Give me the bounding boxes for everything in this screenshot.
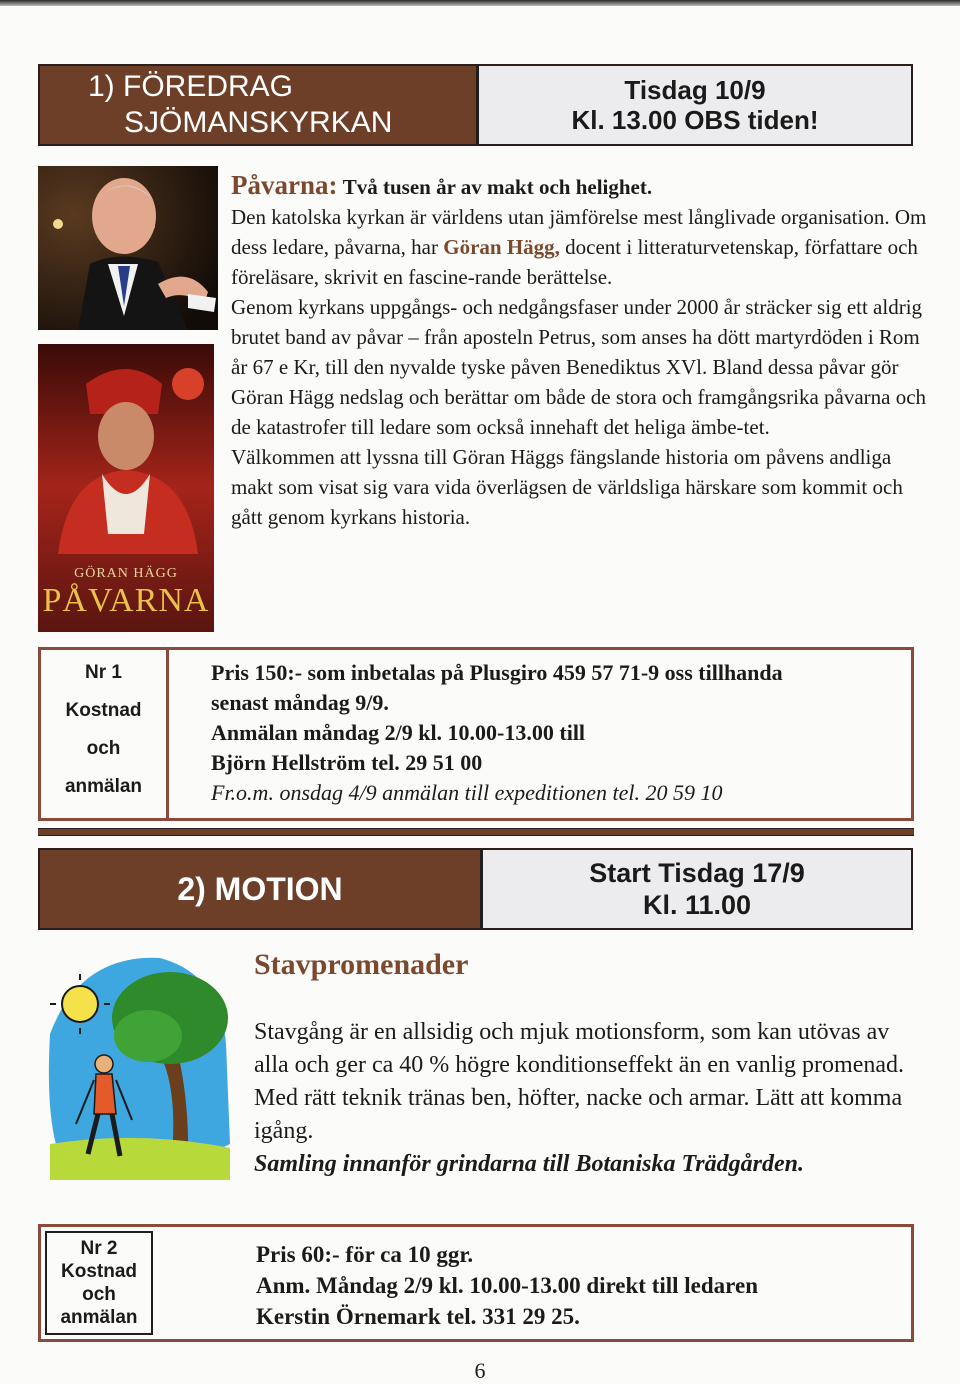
paragraph-1-text-b: docent i litteraturvetenskap, författare och föreläsare, skrivit en fascine-rande berättelse. (231, 235, 918, 289)
label-nr: Nr 1 (85, 662, 122, 683)
section2-text: Stavgång är en allsidig och mjuk motionsform, som kan utövas av alla och ger ca 40 % högre konditionseffekt än en vanlig promenad. Med rätt teknik tränas ben, höfter, nacke och armar. Lätt att komma igång. (254, 1019, 905, 1144)
section1-info-text (211, 658, 901, 808)
article-subtitle: Två tusen år av makt och helighet. (342, 175, 653, 199)
registration-line: Anm. Måndag 2/9 kl. 10.00-13.00 direkt till ledaren (256, 1273, 758, 1298)
section2-date-block (480, 850, 911, 928)
label-nr: Nr 2 (80, 1238, 118, 1259)
book-cover (38, 344, 214, 632)
section2-info-text (256, 1239, 896, 1332)
section1-header (38, 64, 913, 146)
expedition-line: Fr.o.m. onsdag 4/9 anmälan till expeditionen tel. 20 59 10 (211, 780, 723, 805)
section1-time: Kl. 13.00 OBS tiden! (571, 105, 819, 135)
contact-line: Björn Hellström tel. 29 51 00 (211, 750, 483, 775)
label-kostnad: Kostnad (65, 700, 142, 721)
section2-time: Kl. 11.00 (642, 890, 752, 920)
page-number: 6 (474, 1358, 486, 1383)
registration-line: Anmälan måndag 2/9 kl. 10.00-13.00 till (211, 720, 586, 745)
article-body (231, 170, 931, 532)
author-photo-image (38, 166, 218, 330)
section1-date-block (476, 66, 911, 144)
section2-info-label (45, 1231, 153, 1335)
label-kostnad: Kostnad (61, 1261, 137, 1282)
deadline-line: senast måndag 9/9. (211, 690, 389, 715)
walker-icon (40, 944, 236, 1180)
section2-header (38, 848, 913, 930)
article-paragraph-1 (231, 202, 931, 292)
label-anmalan: anmälan (60, 1307, 138, 1328)
top-rule (0, 0, 960, 6)
section1-date: Tisdag 10/9 (624, 75, 766, 105)
label-och: och (82, 1284, 116, 1305)
section1-title-line1: 1) FÖREDRAG (88, 70, 294, 103)
paragraph-1-text-a: Den katolska kyrkan är världens utan jämförelse mest långlivade organisation. Om dess ledare, påvarna, har (231, 205, 927, 259)
section2-title: 2) MOTION (177, 870, 343, 907)
section2-heading: Stavpromenader (254, 948, 469, 981)
label-anmalan: anmälan (64, 776, 143, 797)
article-title: Påvarna: (231, 170, 338, 200)
article-paragraph-3: Välkommen att lyssna till Göran Häggs fängslande historia om påvens andliga makt som visat sig vara vida överlägsen de världsliga härskare som kommit och gått genom kyrkans historia. (231, 445, 903, 529)
section2-info-box (38, 1224, 914, 1342)
author-name: Göran Hägg, (443, 235, 560, 259)
label-och: och (86, 738, 121, 759)
section-separator (38, 828, 914, 836)
book-author: GÖRAN HÄGG (74, 566, 178, 581)
section1-title-block (40, 66, 476, 144)
article-paragraph-2: Genom kyrkans uppgångs- och nedgångsfaser under 2000 år sträcker sig ett aldrig brutet band av påvar – från aposteln Petrus, som anses ha dött martyrdöden i Rom år 67 e Kr, till den nyvalde tyske påven Benediktus XVl. Bland dessa påvar gör Göran Hägg nedslag och berättar om både de stora och framgångsrika påvarna och de katastrofer till ledare som också innehaft det heliga ämbe-tet. (231, 295, 927, 439)
article-heading (231, 170, 931, 202)
price-line: Pris 150:- som inbetalas på Plusgiro 459 57 71-9 oss tillhanda (211, 660, 783, 685)
section2-title-block (40, 850, 480, 928)
section1-info-box (38, 647, 914, 821)
contact-line: Kerstin Örnemark tel. 331 29 25. (256, 1304, 580, 1329)
author-photo (38, 166, 218, 330)
section2-meeting-point: Samling innanför grindarna till Botaniska Trädgården. (254, 1151, 804, 1177)
price-line: Pris 60:- för ca 10 ggr. (256, 1242, 474, 1267)
section1-title-line2: SJÖMANSKYRKAN (124, 106, 393, 139)
section2-date: Start Tisdag 17/9 (589, 858, 805, 888)
section2-description (254, 1016, 924, 1181)
section1-info-label (41, 650, 169, 818)
walking-illustration (40, 944, 236, 1180)
book-title: PÅVARNA (42, 582, 210, 619)
